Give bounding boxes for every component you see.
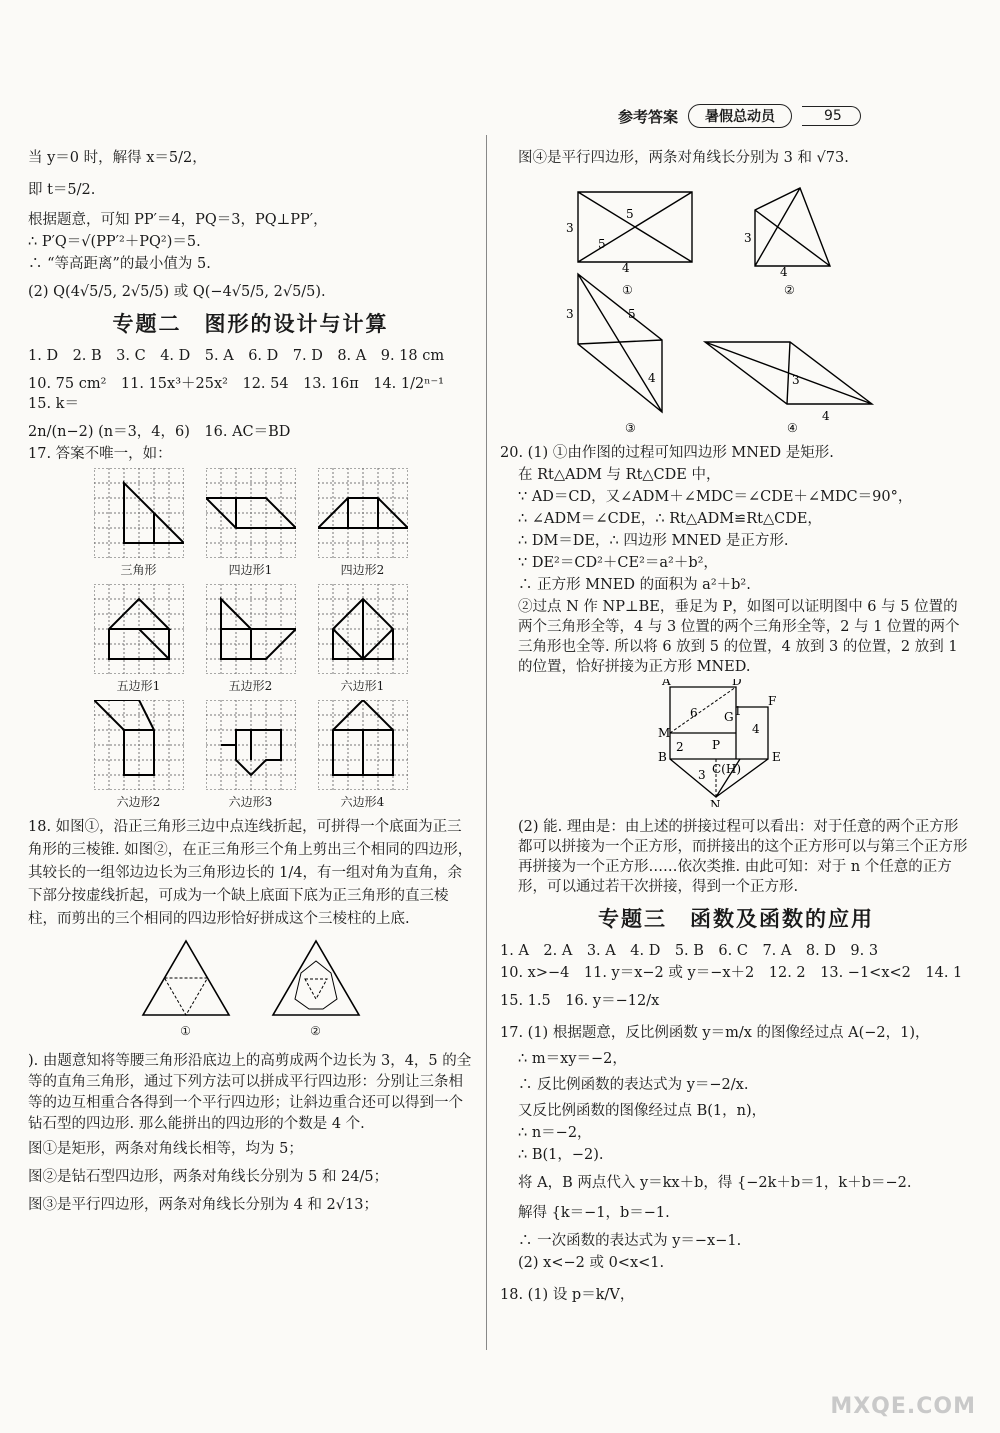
- figure-label: ④: [787, 421, 798, 435]
- text-line: ∴ n＝−2，: [518, 1125, 592, 1141]
- text-line: ∴ DM＝DE，∴ 四边形 MNED 是正方形.: [518, 533, 789, 549]
- svg-text:C(H): C(H): [712, 762, 742, 776]
- svg-text:E: E: [772, 750, 781, 764]
- svg-text:3: 3: [566, 307, 574, 321]
- text-line: 解得 {k＝−1，b＝−1.: [518, 1205, 670, 1221]
- svg-text:3: 3: [792, 373, 800, 387]
- figure-label: 三角形: [120, 563, 157, 577]
- answers-label: 参考答案: [618, 107, 679, 126]
- answer-line: 1. A 2. A 3. A 4. D 5. B 6. C 7. A 8. D 9. 3: [500, 943, 879, 959]
- text-line: ∵ DE²＝CD²＋CE²＝a²＋b²，: [518, 555, 718, 571]
- text-line: 即 t＝5/2.: [28, 182, 96, 198]
- left-column: [28, 148, 473, 1217]
- right-column: [500, 148, 972, 1307]
- column-divider: [486, 135, 487, 1350]
- grid-figure: [206, 584, 296, 674]
- figure-label: ②: [310, 1024, 321, 1038]
- svg-text:D: D: [732, 679, 742, 688]
- text-line: (2) Q(4√5/5, 2√5/5) 或 Q(−4√5/5, 2√5/5).: [28, 284, 326, 300]
- svg-text:3: 3: [698, 768, 706, 782]
- answer-paragraph: 18. 如图①，沿正三角形三边中点连线折起，可拼得一个底面为正三角形的三棱锥. 如图②，在正三角形三个角上剪出三个相同的四边形，其较长的一组邻边边长为三角形边长的 1/4，有一组对角为直角，余下部分按虚线折起，可成为一个缺上底面下底为正三角形的直三棱柱，而剪出的三个相同的四边形恰好拼成这个三棱柱的上底.: [28, 819, 473, 927]
- text-line: ∵ AD＝CD，又∠ADM＋∠MDC＝∠CDE＋∠MDC＝90°，: [518, 489, 913, 505]
- grid-figure: [94, 584, 184, 674]
- figure-18: [28, 939, 473, 1041]
- answer-paragraph: (2) 能. 理由是：由上述的拼接过程可以看出：对于任意的两个正方形都可以拼接为一个正方形，而拼接出的这个正方形可以与第三个正方形再拼接为一个正方形……依次类推. 由此可知：对于 n 个任意的正方形，可以通过若干次拼接，得到一个正方形.: [518, 819, 968, 895]
- text-line: ∴ “等高距离”的最小值为 5.: [28, 256, 211, 272]
- answer-paragraph: ②过点 N 作 NP⊥BE，垂足为 P，如图可以证明图中 6 与 5 位置的两个三角形全等，4 与 3 位置的两个三角形全等，2 与 1 位置的两个三角形也全等. 所以将 6 放到 5 的位置，4 放到 3 的位置，2 放到 1 的位置，恰好拼接为正方形 MNED.: [518, 599, 963, 675]
- grid-figure: [94, 468, 184, 558]
- text-line: 17. (1) 根据题意，反比例函数 y＝m/x 的图像经过点 A(−2，1)，: [500, 1025, 930, 1041]
- text-line: 图②是钻石型四边形，两条对角线长分别为 5 和 24/5；: [28, 1169, 389, 1185]
- svg-text:P: P: [712, 738, 721, 752]
- page-number: 95: [802, 106, 861, 126]
- text-line: 图③是平行四边形，两条对角线长分别为 4 和 2√13；: [28, 1197, 378, 1213]
- svg-text:4: 4: [780, 265, 788, 279]
- text-line: 又反比例函数的图像经过点 B(1，n)，: [518, 1103, 767, 1119]
- svg-text:5: 5: [598, 237, 606, 251]
- triangle-figure: [141, 939, 231, 1019]
- text-line: 将 A，B 两点代入 y＝kx＋b，得 {−2k＋b＝1，k＋b＝−2.: [518, 1175, 912, 1191]
- parallelogram-figures: [500, 170, 972, 435]
- figure-label: 四边形2: [340, 563, 385, 577]
- figure-label: ③: [625, 421, 636, 435]
- grid-figure: [318, 468, 408, 558]
- svg-text:4: 4: [752, 722, 760, 736]
- figure-label: ②: [784, 283, 795, 297]
- svg-text:4: 4: [622, 261, 630, 275]
- figure-label: 六边形3: [228, 795, 273, 809]
- svg-text:4: 4: [648, 371, 656, 385]
- svg-text:4: 4: [822, 409, 830, 423]
- figure-label: 五边形1: [116, 679, 161, 693]
- text-line: ∴ m＝xy＝−2，: [518, 1051, 627, 1067]
- grid-figure: [94, 700, 184, 790]
- section-title: 专题二 图形的设计与计算: [112, 312, 389, 336]
- text-line: 在 Rt△ADM 与 Rt△CDE 中，: [518, 467, 721, 483]
- section-title: 专题三 函数及函数的应用: [598, 907, 874, 931]
- text-line: ∴ 一次函数的表达式为 y＝−x−1.: [518, 1233, 742, 1249]
- page-header: [618, 104, 861, 128]
- svg-text:N: N: [710, 798, 721, 807]
- figure-label: 六边形4: [340, 795, 385, 809]
- figure-label: ①: [180, 1024, 191, 1038]
- text-line: 18. (1) 设 p＝k/V，: [500, 1287, 635, 1303]
- svg-text:5: 5: [626, 207, 634, 221]
- answer-line: 10. x>−4 11. y＝x−2 或 y＝−x＋2 12. 2 13. −1<x<2 14. 1: [500, 965, 963, 981]
- svg-text:6: 6: [690, 706, 698, 720]
- grid-figure: [206, 468, 296, 558]
- text-line: (2) x<−2 或 0<x<1.: [518, 1255, 665, 1271]
- answer-line: 17. 答案不唯一，如：: [28, 446, 172, 462]
- svg-text:B: B: [658, 750, 667, 764]
- text-line: ∴ 反比例函数的表达式为 y＝−2/x.: [518, 1077, 749, 1093]
- text-line: ∴ P′Q＝√(PP′²＋PQ²)＝5.: [28, 234, 201, 250]
- answer-paragraph: ). 由题意知将等腰三角形沿底边上的高剪成两个边长为 3，4，5 的全等的直角三角形，通过下列方法可以拼成平行四边形：分别让三条相等的边互相重合各得到一个平行四边形；让斜边重合还可以得到一个钻石型的四边形. 那么能拼出的四边形的个数是 4 个.: [28, 1053, 472, 1132]
- grid-figure: [318, 584, 408, 674]
- grid-figures: [28, 468, 473, 812]
- answer-line: 15. 1.5 16. y＝−12/x: [500, 993, 660, 1009]
- text-line: ∴ 正方形 MNED 的面积为 a²＋b².: [518, 577, 751, 593]
- svg-text:A: A: [662, 679, 671, 688]
- svg-text:M: M: [658, 726, 671, 740]
- text-line: 图①是矩形，两条对角线长相等，均为 5；: [28, 1141, 303, 1157]
- svg-text:3: 3: [566, 221, 574, 235]
- text-line: 20. (1) ①由作图的过程可知四边形 MNED 是矩形.: [500, 445, 834, 461]
- text-line: 当 y＝0 时，解得 x＝5/2，: [28, 150, 207, 166]
- figure-label: 六边形1: [340, 679, 385, 693]
- grid-figure: [206, 700, 296, 790]
- answer-line: 10. 75 cm² 11. 15x³＋25x² 12. 54 13. 16π 14. 1/2ⁿ⁻¹ 15. k＝: [28, 376, 459, 412]
- figure-label: ①: [622, 283, 633, 297]
- svg-text:G: G: [724, 710, 734, 724]
- svg-text:F: F: [768, 694, 777, 708]
- text-line: 根据题意，可知 PP′＝4，PQ＝3，PQ⊥PP′，: [28, 212, 328, 228]
- square-figure: [500, 679, 972, 807]
- watermark: MXQE.COM: [830, 1394, 976, 1419]
- figure-label: 五边形2: [228, 679, 273, 693]
- answer-line: 2n/(n−2) (n＝3，4，6) 16. AC＝BD: [28, 424, 291, 440]
- svg-text:3: 3: [744, 231, 752, 245]
- figure-label: 四边形1: [228, 563, 273, 577]
- book-title: 暑假总动员: [688, 104, 792, 128]
- text-line: 图④是平行四边形，两条对角线长分别为 3 和 √73.: [518, 150, 849, 166]
- triangle-figure: [271, 939, 361, 1019]
- svg-text:1: 1: [734, 704, 742, 718]
- grid-figure: [318, 700, 408, 790]
- svg-text:5: 5: [628, 307, 636, 321]
- text-line: ∴ ∠ADM＝∠CDE，∴ Rt△ADM≌Rt△CDE，: [518, 511, 822, 527]
- text-line: ∴ B(1，−2).: [518, 1147, 604, 1163]
- svg-text:2: 2: [676, 740, 684, 754]
- answer-line: 1. D 2. B 3. C 4. D 5. A 6. D 7. D 8. A 9. 18 cm: [28, 348, 445, 364]
- figure-label: 六边形2: [116, 795, 161, 809]
